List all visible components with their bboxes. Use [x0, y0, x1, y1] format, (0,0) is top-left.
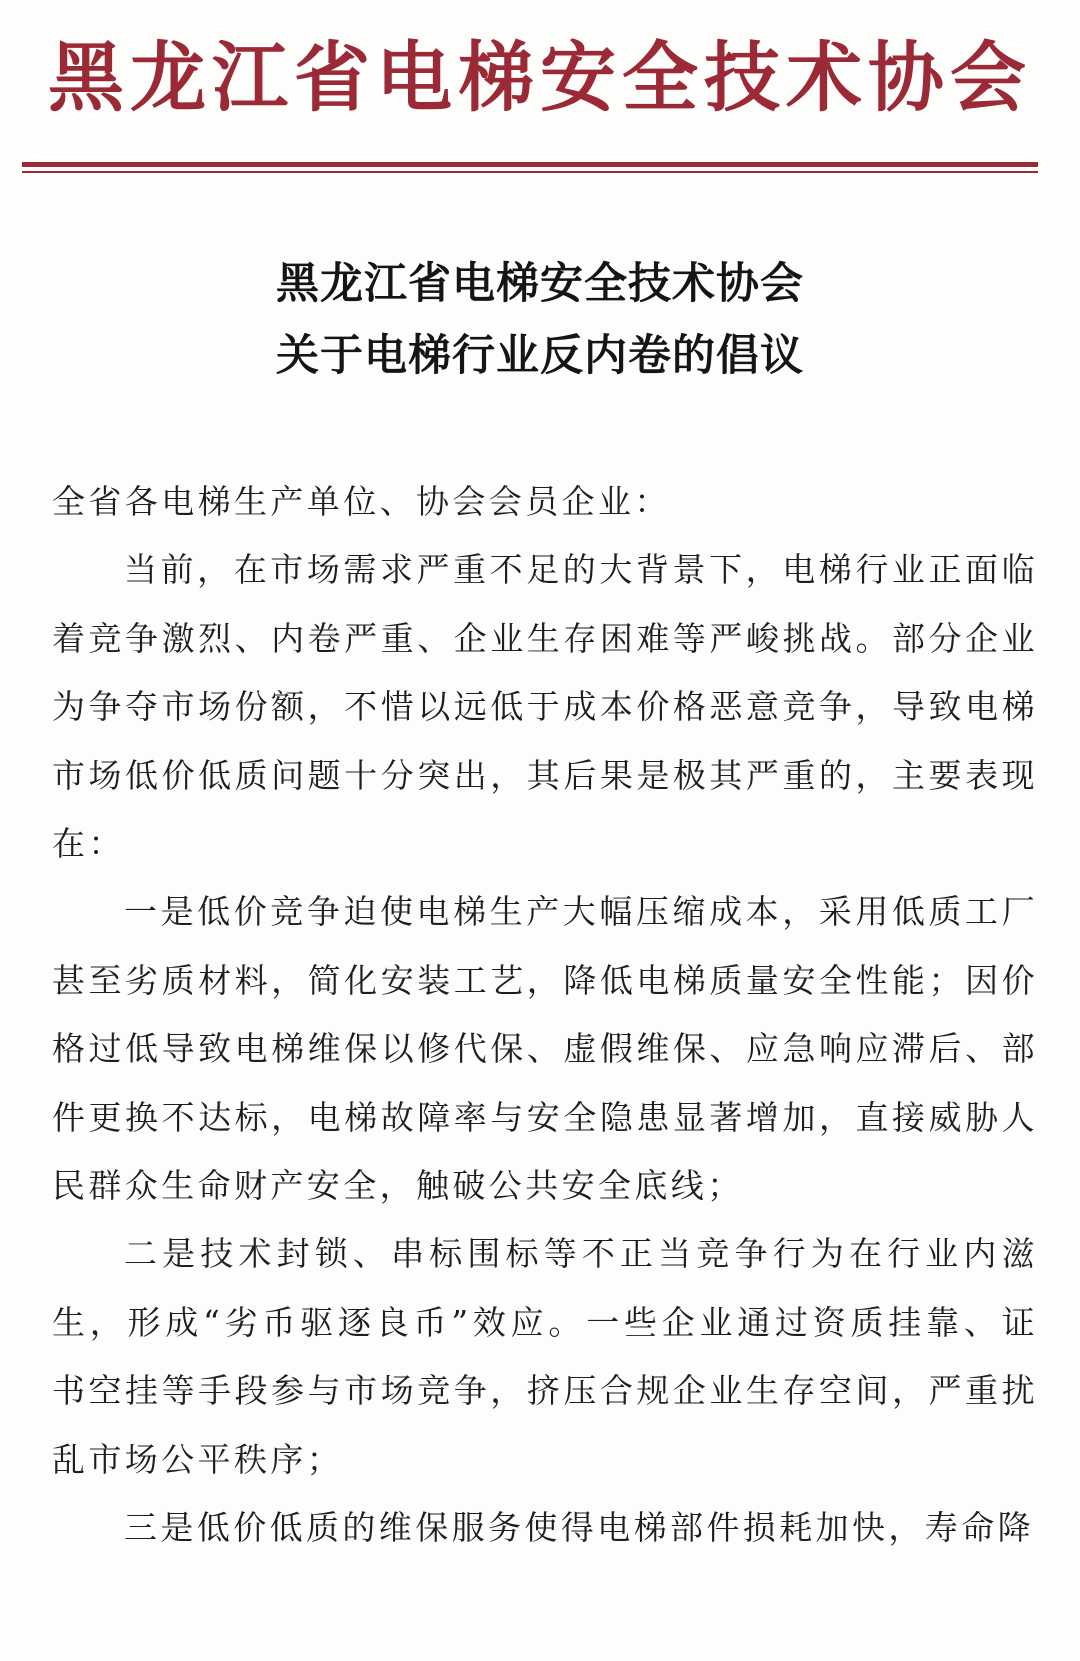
letterhead-organization: 黑龙江省电梯安全技术协会	[48, 33, 1032, 122]
paragraph-point-1: 一是低价竞争迫使电梯生产大幅压缩成本，采用低质工厂甚至劣质材料，简化安装工艺，降低电梯质量安全性能；因价格过低导致电梯维保以修代保、虚假维保、应急响应滞后、部件更换不达标，电梯故障率与安全隐患显著增加，直接威胁人民群众生命财产安全，触破公共安全底线；	[52, 892, 1038, 1206]
salutation: 全省各电梯生产单位、协会会员企业：	[52, 482, 671, 521]
paragraph-intro: 当前，在市场需求严重不足的大背景下，电梯行业正面临着竞争激烈、内卷严重、企业生存困难等严峻挑战。部分企业为争夺市场份额，不惜以远低于成本价格恶意竞争，导致电梯市场低价低质问题十分突出，其后果是极其严重的，主要表现在：	[52, 550, 1038, 864]
letterhead-rule-thick	[22, 162, 1038, 167]
letterhead-rule-thin	[22, 171, 1038, 173]
paragraph-point-2: 二是技术封锁、串标围标等不正当竞争行为在行业内滋生，形成“劣币驱逐良币”效应。一些企业通过资质挂靠、证书空挂等手段参与市场竞争，挤压合规企业生存空间，严重扰乱市场公平秩序；	[52, 1234, 1038, 1479]
paragraph-point-3: 三是低价低质的维保服务使得电梯部件损耗加快，寿命降	[124, 1508, 1034, 1548]
document-title-line2: 关于电梯行业反内卷的倡议	[276, 331, 804, 381]
document-body	[52, 468, 1038, 1563]
document-title-line1: 黑龙江省电梯安全技术协会	[276, 259, 804, 309]
